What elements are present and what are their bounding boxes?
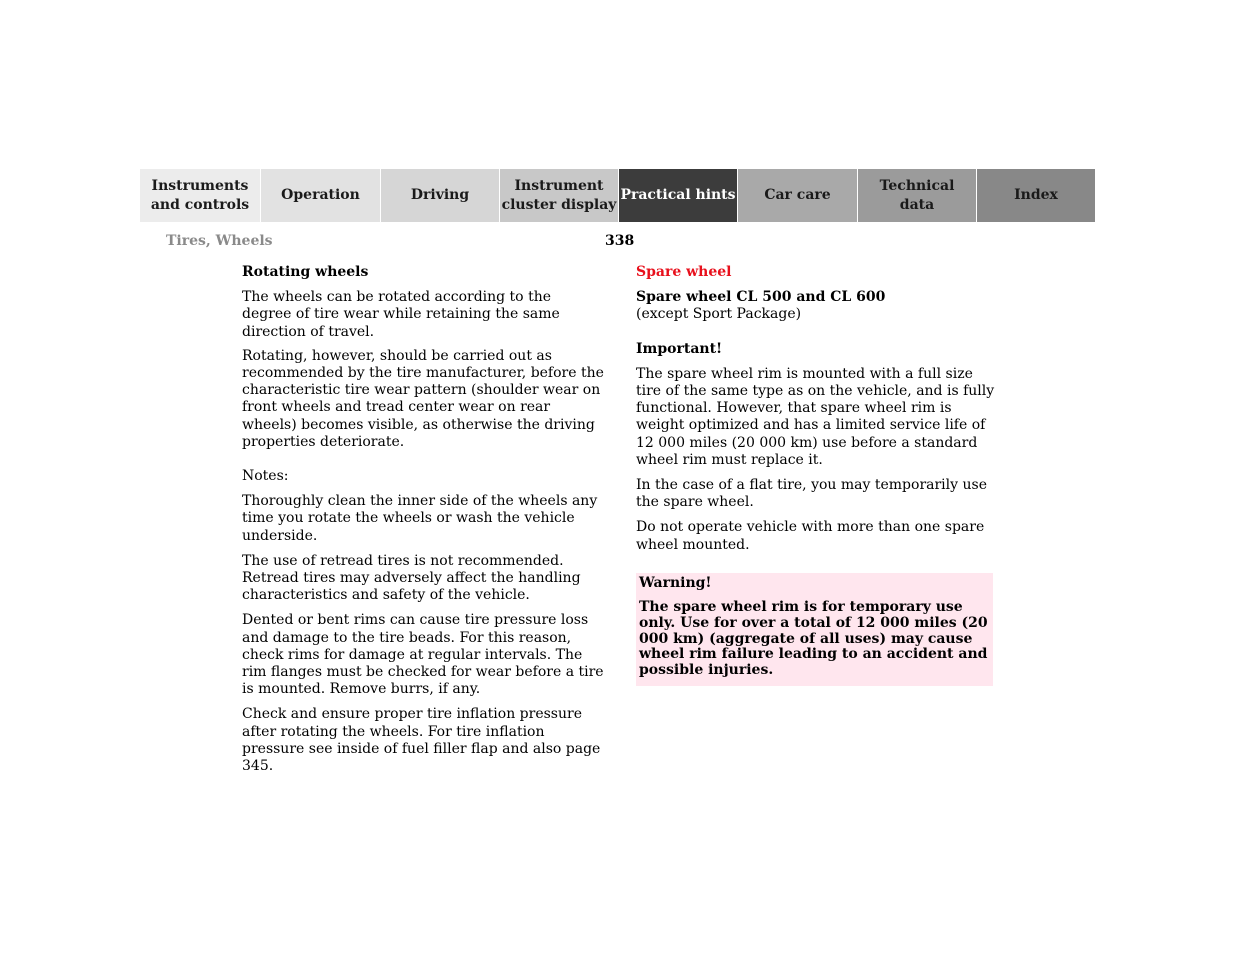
tab-index[interactable]: Index bbox=[976, 169, 1095, 222]
tab-operation[interactable]: Operation bbox=[260, 169, 380, 222]
spare-wheel-heading: Spare wheel bbox=[636, 264, 732, 280]
tab-practical-hints[interactable]: Practical hints bbox=[618, 169, 737, 222]
warning-title: Warning! bbox=[639, 574, 712, 591]
page-number: 338 bbox=[605, 233, 635, 249]
spare-wheel-subtitle: Spare wheel CL 500 and CL 600 bbox=[636, 289, 886, 306]
note-2: The use of retread tires is not recommended. Retread tires may adversely affect the handling characteristics and safety of the vehicle. bbox=[242, 552, 581, 604]
notes-label: Notes: bbox=[242, 468, 289, 485]
section-running-head: Tires, Wheels bbox=[166, 233, 273, 249]
note-4: Check and ensure proper tire inflation pressure after rotating the wheels. For tire inflation pressure see inside of fuel filler flap and also page 345. bbox=[242, 706, 601, 775]
tab-instrument-cluster-display[interactable]: Instrument cluster display bbox=[499, 169, 618, 222]
tab-driving[interactable]: Driving bbox=[380, 169, 499, 222]
note-1: Thoroughly clean the inner side of the wheels any time you rotate the wheels or wash the vehicle underside. bbox=[242, 493, 598, 544]
left-column bbox=[242, 264, 604, 775]
spare-paragraph-3: Do not operate vehicle with more than one spare wheel mounted. bbox=[636, 519, 985, 553]
tab-technical-data[interactable]: Technical data bbox=[857, 169, 976, 222]
spare-wheel-subtitle-note: (except Sport Package) bbox=[636, 306, 802, 323]
right-column bbox=[636, 264, 996, 686]
warning-text: The spare wheel rim is for temporary use only. Use for over a total of 12 000 miles (20 000 km) (aggregate of all uses) may cause wheel rim failure leading to an accident and possible injuries. bbox=[639, 599, 988, 678]
section-tab-bar bbox=[140, 169, 1095, 222]
rotating-paragraph-1: The wheels can be rotated according to the degree of tire wear while retaining the same direction of travel. bbox=[242, 289, 560, 340]
rotating-wheels-heading: Rotating wheels bbox=[242, 264, 369, 280]
important-label: Important! bbox=[636, 340, 723, 357]
spare-paragraph-2: In the case of a flat tire, you may temporarily use the spare wheel. bbox=[636, 477, 987, 511]
note-3: Dented or bent rims can cause tire pressure loss and damage to the tire beads. For this reason, check rims for damage at regular intervals. The rim flanges must be checked for wear before a tire is mounted. Remove burrs, if any. bbox=[242, 612, 604, 698]
tab-instruments-and-controls[interactable]: Instruments and controls bbox=[140, 169, 260, 222]
spare-paragraph-1: The spare wheel rim is mounted with a full size tire of the same type as on the vehicle, and is fully functional. However, that spare wheel rim is weight optimized and has a limited service life of 12 000 miles (20 000 km) use before a standard wheel rim must replace it. bbox=[636, 365, 995, 468]
tab-car-care[interactable]: Car care bbox=[737, 169, 857, 222]
rotating-paragraph-2: Rotating, however, should be carried out as recommended by the tire manufacturer, before the characteristic tire wear pattern (shoulder wear on front wheels and tread center wear on rear wheels) becomes visible, as otherwise the driving properties deteriorate. bbox=[242, 347, 604, 450]
warning-box bbox=[636, 573, 993, 687]
